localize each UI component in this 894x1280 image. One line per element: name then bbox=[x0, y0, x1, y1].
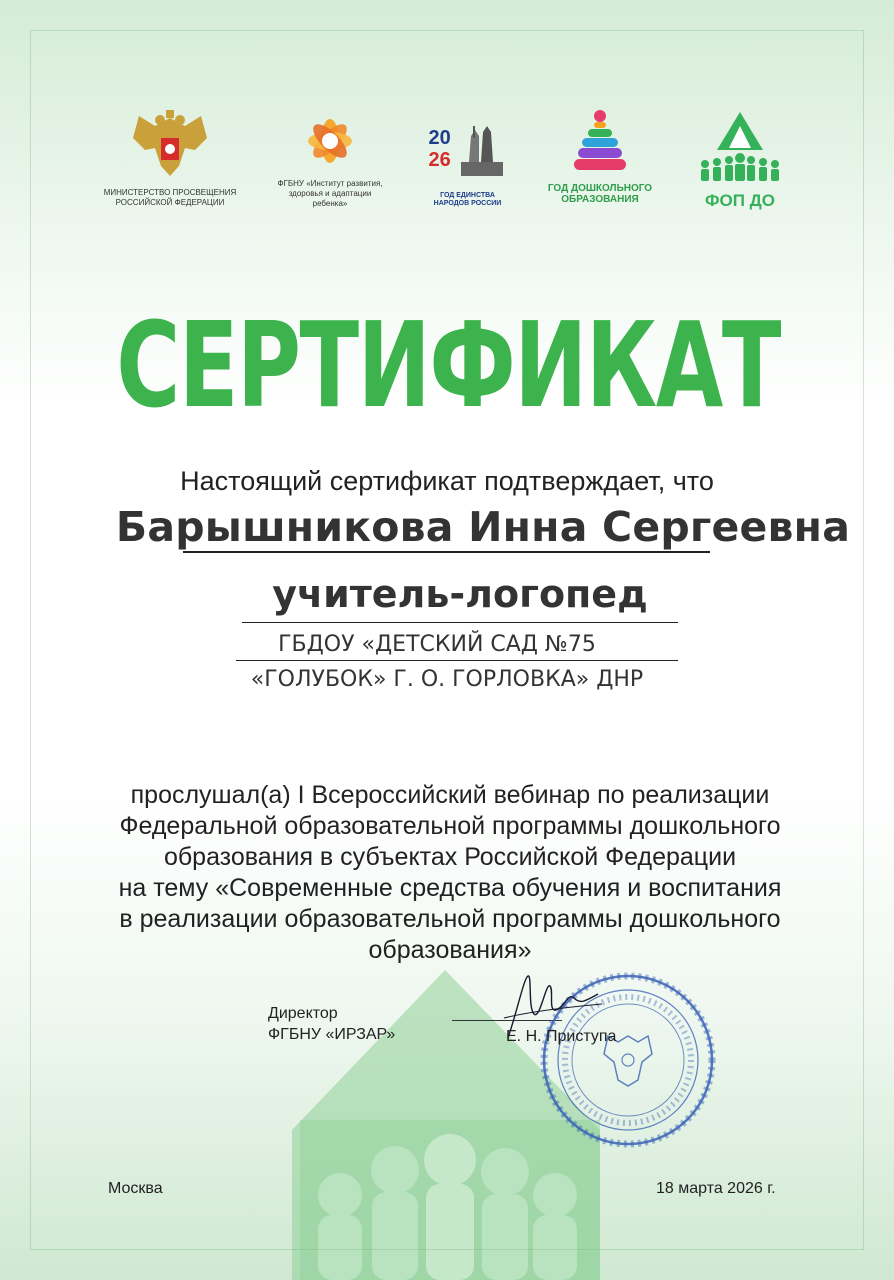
issue-city: Москва bbox=[108, 1180, 163, 1197]
preschool-year-logo bbox=[525, 108, 675, 205]
unity-caption-line1: ГОД ЕДИНСТВА bbox=[440, 192, 495, 199]
ministry-caption-line1: МИНИСТЕРСТВО ПРОСВЕЩЕНИЯ bbox=[103, 188, 237, 197]
body-line: в реализации образовательной программы дошкольного bbox=[119, 905, 781, 933]
unity-year-logo bbox=[420, 108, 515, 208]
monument-icon bbox=[457, 122, 507, 178]
organization-line1: ГБДОУ «ДЕТСКИЙ САД №75 bbox=[278, 632, 596, 657]
ministry-caption-line2: РОССИЙСКОЙ ФЕДЕРАЦИИ bbox=[115, 198, 225, 207]
logos-row bbox=[95, 108, 815, 218]
body-line: Федеральной образовательной программы дошкольного bbox=[119, 812, 781, 840]
institute-caption-line1: ФГБНУ «Институт развития, bbox=[277, 179, 383, 188]
body-line: образования» bbox=[368, 936, 532, 964]
body-line: прослушал(а) I Всероссийский вебинар по реализации bbox=[130, 781, 770, 809]
name-underline bbox=[183, 551, 710, 553]
unity-caption-line2: НАРОДОВ РОССИИ bbox=[433, 200, 502, 207]
position-underline bbox=[242, 622, 678, 623]
institute-caption-line3: ребенка» bbox=[312, 199, 348, 208]
certificate-title: СЕРТИФИКАТ bbox=[116, 296, 780, 434]
unity-year-top: 20 bbox=[428, 127, 451, 149]
director-title bbox=[268, 1003, 395, 1045]
house-people-icon bbox=[697, 108, 783, 184]
certificate-body bbox=[70, 780, 830, 966]
issue-date: 18 марта 2026 г. bbox=[656, 1180, 776, 1197]
director-title-line2: ФГБНУ «ИРЗАР» bbox=[268, 1026, 396, 1043]
pyramid-toy-icon bbox=[570, 108, 630, 178]
fop-do-logo bbox=[695, 108, 785, 211]
director-name: Е. Н. Приступа bbox=[506, 1028, 617, 1045]
institute-logo bbox=[255, 108, 405, 209]
recipient-name: Барышникова Инна Сергеевна bbox=[115, 503, 851, 551]
institute-caption-line2: здоровья и адаптации bbox=[288, 189, 372, 198]
preschool-caption-line1: ГОД ДОШКОЛЬНОГО bbox=[547, 183, 653, 194]
ministry-logo bbox=[95, 108, 245, 208]
fop-do-caption: ФОП ДО bbox=[704, 191, 775, 210]
body-line: на тему «Современные средства обучения и воспитания bbox=[118, 874, 782, 902]
intro-text: Настоящий сертификат подтверждает, что bbox=[180, 466, 714, 496]
director-title-line1: Директор bbox=[268, 1005, 338, 1022]
organization-underline bbox=[236, 660, 678, 661]
flower-icon bbox=[294, 108, 366, 174]
preschool-caption-line2: ОБРАЗОВАНИЯ bbox=[561, 194, 639, 205]
body-line: образования в субъектах Российской Федерации bbox=[163, 843, 737, 871]
organization-line2: «ГОЛУБОК» Г. О. ГОРЛОВКА» ДНР bbox=[250, 667, 644, 692]
recipient-position: учитель-логопед bbox=[272, 572, 648, 616]
double-headed-eagle-icon bbox=[125, 108, 215, 183]
unity-year-bottom: 26 bbox=[428, 149, 451, 171]
